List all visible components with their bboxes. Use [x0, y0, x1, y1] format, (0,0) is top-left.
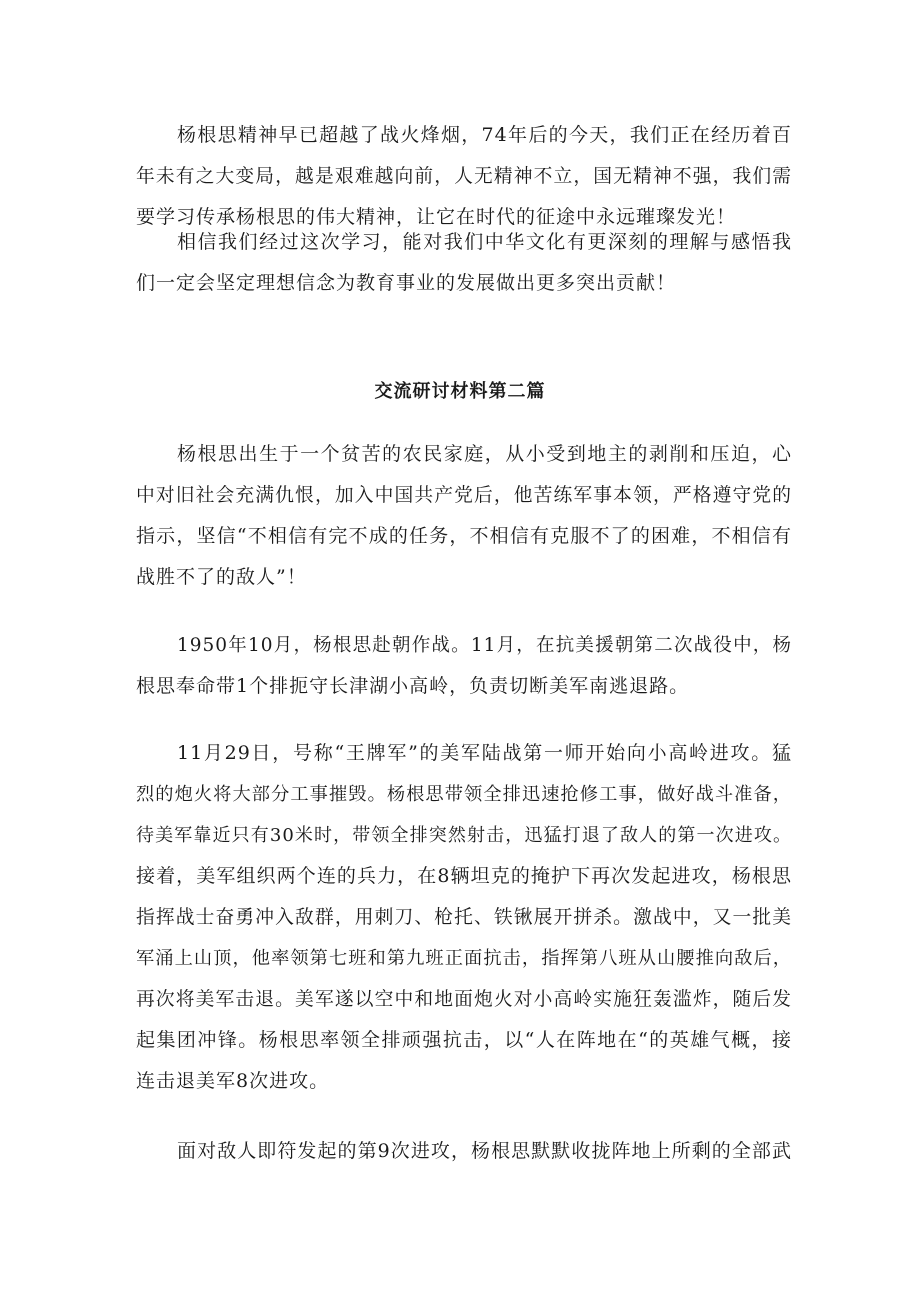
paragraph-line: 根思奉命带1个排扼守长津湖小高岭，负责切断美军南逃退路。	[136, 675, 690, 697]
paragraph-line: 烈的炮火将大部分工事摧毁。杨根思带领全排迅速抢修工事，做好战斗准备，	[136, 784, 792, 805]
paragraph-1	[136, 115, 792, 238]
paragraph-line: 连击退美军8次进攻。	[136, 1070, 330, 1092]
paragraph-line: 们一定会坚定理想信念为教育事业的发展做出更多突出贡献！	[136, 272, 677, 294]
paragraph-line: 起集团冲锋。杨根思率领全排顽强抗击，以“人在阵地在“的英雄气概，接	[136, 1029, 792, 1051]
paragraph-line: 要学习传承杨根思的伟大精神，让它在时代的征途中永远璀璨发光！	[136, 206, 737, 228]
paragraph-line: 杨根思出生于一个贫苦的农民家庭，从小受到地主的剥削和压迫，心	[177, 443, 792, 465]
paragraph-line: 年未有之大变局，越是艰难越向前，人无精神不立，国无精神不强，我们需	[136, 166, 792, 187]
paragraph-line: 面对敌人即符发起的第9次进攻，杨根思默默收拢阵地上所剩的全部武	[177, 1140, 792, 1162]
paragraph-line: 军涌上山顶，他率领第七班和第九班正面抗击，指挥第八班从山腰推向敌后，	[136, 948, 792, 969]
paragraph-line: 待美军靠近只有30米时，带领全排突然射击，迅猛打退了敌人的第一次进攻。	[136, 825, 792, 846]
paragraph-line: 相信我们经过这次学习，能对我们中华文化有更深刻的理解与感悟我	[177, 231, 792, 253]
paragraph-line: 杨根思精神早已超越了战火烽烟，74年后的今天，我们正在经历着百	[177, 124, 792, 146]
paragraph-2	[136, 222, 792, 304]
paragraph-3	[136, 434, 792, 598]
paragraph-line: 11月29日，号称“王牌军”的美军陆战第一师开始向小高岭进攻。猛	[177, 742, 792, 764]
paragraph-line: 中对旧社会充满仇恨，加入中国共产党后，他苦练军事本领，严格遵守党的	[136, 485, 792, 506]
paragraph-line: 1950年10月，杨根思赴朝作战。11月，在抗美援朝第二次战役中，杨	[177, 635, 792, 656]
paragraph-6	[136, 1131, 792, 1172]
paragraph-line: 再次将美军击退。美军遂以空中和地面炮火对小高岭实施狂轰滥炸，随后发	[136, 989, 792, 1010]
paragraph-5	[136, 733, 792, 1102]
paragraph-line: 指挥战士奋勇冲入敌群，用刺刀、枪托、铁锹展开拼杀。激战中，又一批美	[136, 907, 792, 928]
paragraph-line: 指示，坚信“不相信有完不成的任务，不相信有克服不了的困难，不相信有	[136, 525, 792, 547]
paragraph-4	[136, 625, 792, 707]
paragraph-line: 战胜不了的敌人”！	[136, 566, 307, 588]
paragraph-line: 接着，美军组织两个连的兵力，在8辆坦克的掩护下再次发起进攻，杨根思	[136, 865, 792, 887]
section-heading: 交流研讨材料第二篇	[374, 381, 546, 402]
